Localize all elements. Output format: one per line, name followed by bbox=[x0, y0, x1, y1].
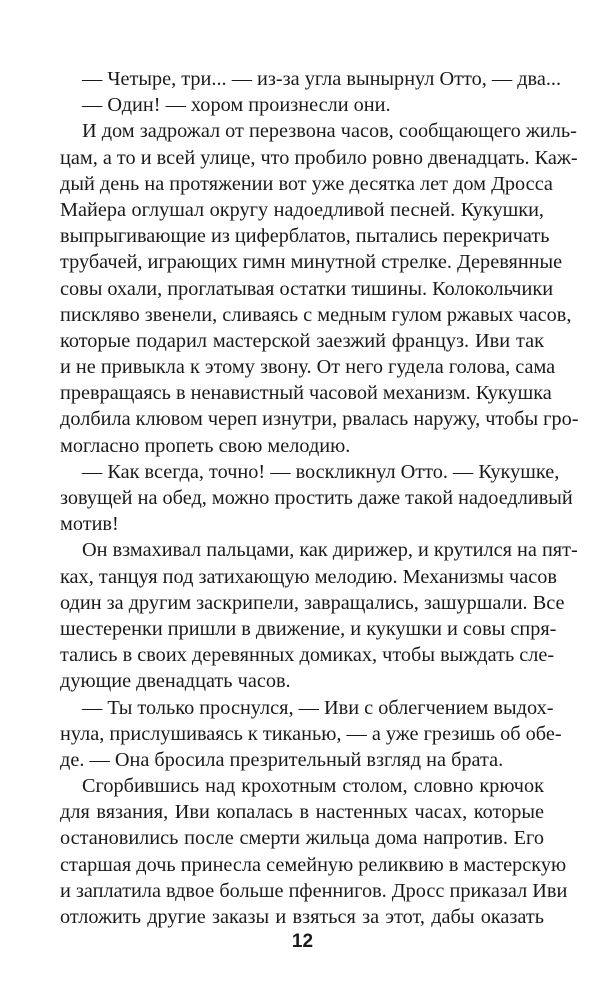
text-line: писклявo звенели, сливаясь с медным гулом ржавых часов, bbox=[60, 303, 572, 326]
text-line: Он взмахивал пальцами, как дирижер, и крутился на пят- bbox=[82, 539, 578, 562]
text-line: — Ты только проснулся, — Иви с облегчением выдох- bbox=[82, 696, 554, 719]
text-line: и заплатила вдвое больше пфеннигов. Дросс приказал Иви bbox=[60, 879, 568, 902]
text-line: остановились после смерти жильца дома напротив. Его bbox=[60, 827, 544, 850]
text-line: тались в своих деревянных домиках, чтобы выждать сле- bbox=[60, 644, 555, 667]
text-line: один за другим заскрипели, завращались, зашуршали. Все bbox=[60, 591, 565, 614]
text-line: Майера оглушал округу надоедливой песней. Кукушки, bbox=[60, 198, 544, 221]
text-line: И дом задрожал от перезвона часов, сообщающего жиль- bbox=[82, 120, 577, 143]
text-line: шестеренки пришли в движение, и кукушки и совы спря- bbox=[60, 617, 557, 640]
text-line: для вязания, Иви копалась в настенных часах, которые bbox=[60, 801, 544, 824]
text-line: — Один! — хором произнесли они. bbox=[82, 94, 391, 117]
text-line: совы охали, проглатывая остатки тишины. Колокольчики bbox=[60, 277, 554, 300]
page-number: 12 bbox=[291, 931, 314, 952]
text-line: могласно пропеть свою мелодию. bbox=[60, 434, 351, 457]
text-line: нула, прислушиваясь к тиканью, — а уже грезишь об обе- bbox=[60, 722, 562, 745]
text-line: превращаясь в ненавистный часовой механизм. Кукушка bbox=[60, 382, 552, 405]
text-line: цам, а то и всей улице, что пробило ровно двенадцать. Каж- bbox=[60, 146, 578, 169]
text-line: и не привыкла к этому звону. От него гудела голова, сама bbox=[60, 356, 556, 379]
text-line: мотив! bbox=[60, 513, 119, 536]
text-line: дующие двенадцать часов. bbox=[60, 670, 291, 693]
text-line: — Четыре, три... — из-за угла вынырнул Отто, — два... bbox=[82, 68, 562, 90]
body-text bbox=[60, 66, 579, 930]
text-line: отложить другие заказы и взяться за этот, дабы оказать bbox=[60, 906, 544, 928]
text-line: старшая дочь принесла семейную реликвию в мастерскую bbox=[60, 853, 567, 876]
text-line: долбила клювом череп изнутри, рвалась наружу, чтобы гро- bbox=[60, 408, 579, 431]
text-line: которые подарил мастерской заезжий француз. Иви так bbox=[60, 329, 544, 352]
text-line: зовущей на обед, можно простить даже такой надоедливый bbox=[60, 487, 573, 509]
text-line: — Как всегда, точно! — воскликнул Отто. — Кукушке, bbox=[82, 460, 560, 483]
text-line: дый день на протяжении вот уже десятка лет дом Дросса bbox=[60, 172, 553, 195]
text-line: де. — Она бросила презрительный взгляд на брата. bbox=[60, 748, 504, 771]
text-line: ках, танцуя под затихающую мелодию. Механизмы часов bbox=[60, 565, 557, 588]
text-line: выпрыгивающие из циферблатов, пытались перекричать bbox=[60, 225, 550, 248]
text-line: трубачей, играющих гимн минутной стрелке. Деревянные bbox=[60, 251, 563, 274]
text-line: Сгорбившись над крохотным столом, словно крючок bbox=[82, 775, 544, 798]
